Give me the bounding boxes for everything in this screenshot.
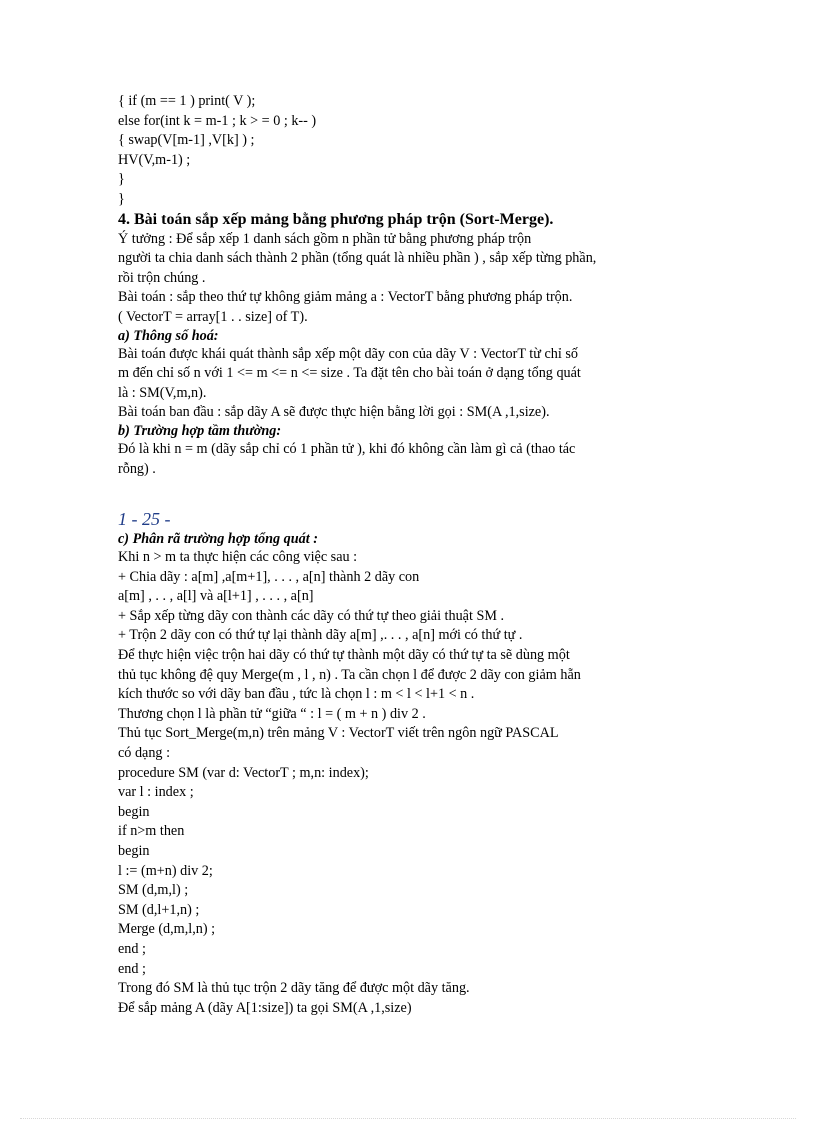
text-line: Đó là khi n = m (dãy sắp chỉ có 1 phần tử ), khi đó không cần làm gì cả (thao tác [118, 440, 576, 457]
section-heading: 4. Bài toán sắp xếp mảng bằng phương pháp trộn (Sort-Merge). [118, 210, 554, 228]
text-line: Thủ tục Sort_Merge(m,n) trên mảng V : VectorT viết trên ngôn ngữ PASCAL [118, 725, 559, 742]
text-line: + Trộn 2 dãy con có thứ tự lại thành dãy a[m] ,. . . , a[n] mới có thứ tự . [118, 627, 523, 644]
code-line: procedure SM (var d: VectorT ; m,n: index); [118, 764, 369, 781]
code-line: HV(V,m-1) ; [118, 151, 191, 168]
text-line: có dạng : [118, 745, 171, 762]
code-line: { if (m == 1 ) print( V ); [118, 93, 256, 109]
code-line: begin [118, 843, 150, 859]
intro-paragraph [118, 230, 678, 328]
spacer [118, 479, 678, 507]
code-line: } [118, 171, 125, 188]
subheading-general-case: c) Phân rã trường hợp tổng quát : [118, 531, 318, 548]
text-line: Trong đó SM là thủ tục trộn 2 dãy tăng để được một dãy tăng. [118, 980, 470, 997]
text-line: là : SM(V,m,n). [118, 384, 207, 401]
text-line: Ý tưởng : Để sắp xếp 1 danh sách gồm n phần tử bằng phương pháp trộn [118, 230, 532, 247]
general-case-paragraph [118, 548, 678, 1018]
code-line: else for(int k = m-1 ; k > = 0 ; k-- ) [118, 112, 317, 129]
text-line: thủ tục không đệ quy Merge(m , l , n) . Ta cần chọn l để được 2 dãy con giảm hẵn [118, 666, 581, 683]
subheading-trivial-case: b) Trường hợp tầm thường: [118, 422, 282, 439]
text-line: rồi trộn chúng . [118, 269, 206, 286]
text-line: + Chia dãy : a[m] ,a[m+1], . . . , a[n] thành 2 dãy con [118, 568, 420, 585]
text-line: Bài toán được khái quát thành sắp xếp một dãy con của dãy V : VectorT từ chỉ số [118, 345, 578, 362]
text-line: Để sắp mảng A (dãy A[1:size]) ta gọi SM(A ,1,size) [118, 999, 412, 1016]
code-block-top [118, 92, 678, 210]
code-line: SM (d,l+1,n) ; [118, 901, 200, 918]
trivial-case-paragraph [118, 440, 678, 479]
code-line: if n>m then [118, 823, 185, 840]
parameterization-paragraph [118, 345, 678, 423]
code-line: Merge (d,m,l,n) ; [118, 921, 216, 938]
text-line: rỗng) . [118, 460, 156, 477]
text-line: Khi n > m ta thực hiện các công việc sau : [118, 549, 358, 566]
document-page [118, 92, 678, 1018]
text-line: ( VectorT = array[1 . . size] of T). [118, 308, 308, 325]
text-line: Để thực hiện việc trộn hai dãy có thứ tự thành một dãy có thứ tự ta sẽ dùng một [118, 647, 570, 664]
code-line: SM (d,m,l) ; [118, 882, 189, 899]
code-line: end ; [118, 940, 146, 957]
code-line: var l : index ; [118, 784, 194, 801]
code-line: } [118, 190, 125, 207]
text-line: kích thước so với dãy ban đầu , tức là chọn l : m < l < l+1 < n . [118, 686, 475, 703]
text-line: Thương chọn l là phần tử “giữa “ : l = ( m + n ) div 2 . [118, 705, 426, 722]
code-line: l := (m+n) div 2; [118, 862, 213, 879]
text-line: Bài toán ban đầu : sắp dãy A sẽ được thực hiện bằng lời gọi : SM(A ,1,size). [118, 404, 550, 421]
code-line: { swap(V[m-1] ,V[k] ) ; [118, 132, 255, 149]
code-line: end ; [118, 960, 146, 977]
page-bottom-rule [20, 1118, 796, 1119]
text-line: người ta chia danh sách thành 2 phần (tổng quát là nhiều phần ) , sắp xếp từng phần, [118, 250, 597, 267]
code-line: begin [118, 803, 150, 820]
text-line: a[m] , . . , a[l] và a[l+1] , . . . , a[n] [118, 588, 314, 605]
text-line: Bài toán : sắp theo thứ tự không giảm mảng a : VectorT bằng phương pháp trộn. [118, 289, 573, 306]
page-number: 1 - 25 - [118, 509, 171, 530]
subheading-parameterization: a) Thông số hoá: [118, 327, 219, 344]
text-line: m đến chỉ số n với 1 <= m <= n <= size . Ta đặt tên cho bài toán ở dạng tổng quát [118, 365, 581, 382]
text-line: + Sắp xếp từng dãy con thành các dãy có thứ tự theo giải thuật SM . [118, 607, 505, 624]
